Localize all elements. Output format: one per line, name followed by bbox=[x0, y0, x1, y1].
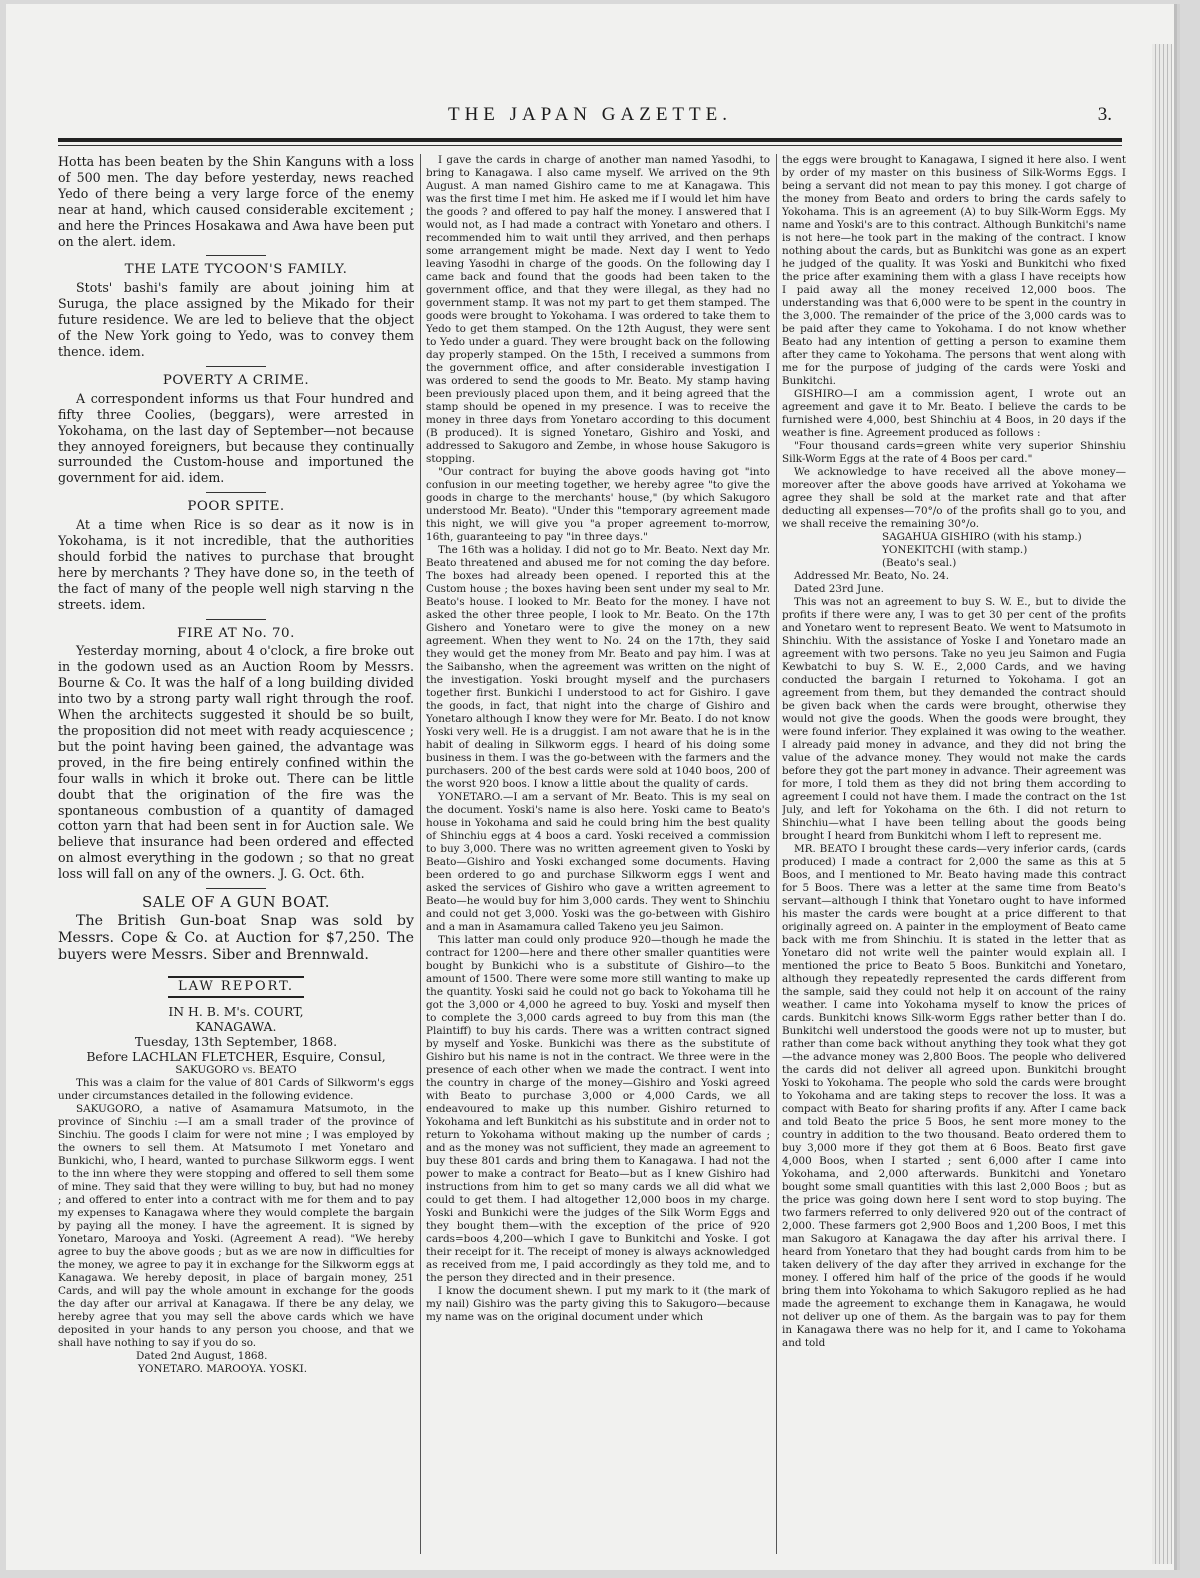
sakugoro-testimony: SAKUGORO, a native of Asamamura Matsumoto, in the province of Sinchiu :—I am a small trader of the province of Sinchiu. The goods I claim for were not mine ; I was employed by the owners to sell them. At Matsumoto I met Yonetaro and Bunkichi, who, I heard, wanted to purchase Silkworm eggs. I went to the inn where they were stopping and offered to sell them some of mine. They said that they were willing to buy, but had no money ; and offered to enter into a contract with me for them and to pay my expenses to Kanagawa where they would complete the bargain by paying all the money. I have the agreement. It is signed by Yonetaro, Marooya and Yoski. (Agreement A read). "We hereby agree to buy the above goods ; but as we are now in difficulties for the money, we agree to pay it in exchange for the Silkworm eggs at Kanagawa. We hereby deposit, in place of bargain money, 251 Cards, and will pay the whole amount in exchange for the goods the day after our arrival at Kanagawa. If there be any delay, we hereby agree that you may sell the above cards which we have deposited in your hands to any person you choose, and that we shall have nothing to say if you do so. bbox=[58, 1102, 414, 1349]
article-intro: Hotta has been beaten by the Shin Kanguns with a loss of 500 men. The day before yesterday, news reached Yedo of there being a very large force of the enemy near at hand, which caused considerable excitement ; and here the Princes Hosakawa and Awa have been put on the alert. idem. bbox=[58, 154, 414, 249]
addressed-line: Addressed Mr. Beato, No. 24. bbox=[794, 570, 950, 582]
column-separator bbox=[420, 154, 421, 1554]
court-place: KANAGAWA. bbox=[195, 1018, 277, 1034]
article-spite: At a time when Rice is so dear as it now is in Yokohama, is it not incredible, that the authorities should forbid the natives to purchase that brought here by merchants ? They have done so, in the teeth of the fact of many of the people well nigh starving n the streets. idem. bbox=[58, 517, 414, 612]
headline-tycoon: THE LATE TYCOON'S FAMILY. bbox=[124, 262, 348, 278]
page-edge-stack bbox=[1152, 44, 1172, 1564]
signers-line: YONETARO. MAROOYA. YOSKI. bbox=[138, 1362, 308, 1375]
testimony-paragraph: This latter man could only produce 920—though he made the contract for 1200—here and there other smaller quantities were bought by Bunkichi who is a substitute of Gishiro—to the amount of 1500. There were some more still wanting to make up the quantity. Yoski said he could not go back to Yokohama till he got the 3,000 or 4,000 he agreed to buy. Yoski and myself then to complete the 3,000 cards agreed to buy from this man (the Plaintiff) to buy his cards. There was a written contract signed by myself and Yoske. Bunkichi was there as the substitute of Gishiro but his name is not in the contract. We three were in the presence of each other when we made the contract. I went into the country in charge of the money—Gishiro and Yoski agreed with Beato to purchase 3,000 or 4,000 Cards, we all endeavoured to make up this number. Gishiro returned to Yokohama and left Bunkitchi as his substitute and in order not to return to Yokohama without making up the number of cards ; and as the money was not sufficient, they made an agreement to buy these 801 cards and bring them to Kanagawa. I had not the power to make a contract for Beato—but as I knew Gishiro had instructions from him to get so many cards we all did what we could to get them. I had altogether 12,000 boos in my charge. Yoski and Bunkichi were the judges of the Silk Worm Eggs and they bought them—with the exception of the price of 920 cards=boos 4,200—which I gave to Bunkitchi and Yoske. I got their receipt for it. The receipt of money is always acknowledged as received from me, I paid accordingly as they told me, and to the person they directed and in their presence. bbox=[426, 934, 770, 1284]
testimony-paragraph: YONETARO.—I am a servant of Mr. Beato. This is my seal on the document. Yoski's name is also here. Yoski came to Beato's house in Yokohama and said he could bring him the best quality of Shinchiu eggs at 4 boos a card. Yoski received a commission to buy 3,000. There was no written agreement given to Yoski by Beato—Gishiro and Yoski exchanged some documents. Having been ordered to go and purchase Silkworm eggs I went and asked the services of Gishiro who gave a written agreement to Beato—he would buy for him 3,000 cards. They went to Shinchiu and could not get 3,000. Yoski was the go-between with Gishiro and a man in Asamamura called Takeno yeu jeu Saimon. bbox=[426, 791, 770, 933]
column-2 bbox=[426, 154, 770, 1554]
court-name: IN H. B. M's. COURT, bbox=[168, 1003, 304, 1019]
testimony-paragraph: the eggs were brought to Kanagawa, I signed it here also. I went by order of my master on this business of Silk-Worms Eggs. I being a servant did not mean to pay this money. I got charge of the money from Beato and orders to bring the cards safely to Yokohama. This is an agreement (A) to buy Silk-Worm Eggs. My name and Yoski's are to this contract. Although Bunkitchi's name is not here—he took part in the making of the contract. I know nothing about the cards, but as Bunkitchi was gone as an expert he judged of the quality. It was Yoski and Bunkitchi who fixed the price after examining them with a glass I have receipts how I paid away all the money received 12,000 boos. The understanding was that 6,000 were to be spent in the country in the 3,000. The remainder of the price of the 3,000 cards was to be paid after they came to Yokohama. I do not know whether Beato had any intention of getting a person to examine them after they came to Yokohama. The persons that went along with me for the purpose of judging of the cards were Yoski and Bunkitchi. bbox=[782, 154, 1126, 387]
signature-line: SAGAHUA GISHIRO (with his stamp.) bbox=[882, 531, 1082, 543]
divider bbox=[206, 492, 266, 493]
court-date: Tuesday, 13th September, 1868. bbox=[134, 1033, 338, 1049]
divider bbox=[206, 888, 266, 889]
testimony-paragraph: "Our contract for buying the above goods having got "into confusion in our meeting together, we hereby agree "to give the goods in charge to the merchants' house," (by which Sakugoro understood Mr. Beato). "Under this "temporary agreement made this night, we will give you "a proper agreement to-morrow, 16th, guaranteeing to pay "in three days." bbox=[426, 466, 770, 543]
header-rule-thin bbox=[58, 145, 1122, 146]
headline-poverty: POVERTY A CRIME. bbox=[162, 372, 310, 388]
article-poverty: A correspondent informs us that Four hundred and fifty three Coolies, (beggars), were arrested in Yokohama, on the last day of September—not because they annoyed foreigners, but because they continually surrounded the Custom-house and importuned the government for aid. idem. bbox=[58, 390, 414, 486]
testimony-paragraph: MR. BEATO I brought these cards—very inferior cards, (cards produced) I made a contract for 2,000 the same as this at 5 Boos, and I mentioned to Mr. Beato having made this contract for 5 Boos. There was a letter at the same time from Beato's servant—although I think that Yonetaro ought to have informed his master the cards were bought at a price different to that originally agreed on. A painter in the employment of Beato came back with me from Shinchiu. It is stated in the letter that as Yonetaro did not write well the painter would explain all. I mentioned the price to Beato 5 Boos. Bunkitchi and Yonetaro, although they repeatedly represented the cards different from the sample, said they could not help it on account of the rainy weather. I came into Yokohama myself to know the prices of cards. Bunkitchi knows Silk-worm Eggs rather better than I do. Bunkitchi well understood the goods were not up to muster, but rather than come back without anything they took what they got—the advance money was 2,800 Boos. The people who delivered the cards did not deliver all agreed upon. Bunkitchi brought Yoski to Yokohama. The people who sold the cards were brought to Yokohama and are taking steps to recover the loss. It was a compact with Beato for sharing profits if any. After I came back and told Beato the price 5 Boos, he sent more money to the country in addition to the two thousand. Beato ordered them to buy 3,000 more if they got them at 6 Boos. Beato first gave 4,000 Boos, when I started ; sent 6,000 after I came into Yokohama, and 2,000 afterwards. Bunkitchi and Yonetaro bought some small quantities with this last 2,000 Boos ; but as the price was going down here I sent word to stop buying. The two farmers referred to only delivered 920 out of the contract of 2,000. These farmers got 2,900 Boos and 1,200 Boos, I met this man Sakugoro at Kanagawa the day after his arrival there. I heard from Yonetaro that they had bought cards from him to be taken delivery of the day after they arrived in exchange for the money. I offered him half of the price of the goods if he would bring them into Yokohama to which Sakugoro replied as he had made the agreement to exchange them in Kanagawa, he would not deliver up one of them. As the bargain was to pay for them in Kanagawa there was no help for it, and I came to Yokohama and told bbox=[782, 843, 1126, 1349]
header-rule bbox=[58, 138, 1122, 142]
divider bbox=[206, 366, 266, 367]
testimony-paragraph: I know the document shewn. I put my mark to it (the mark of my nail) Gishiro was the party giving this to Sakugoro—because my name was on the original document under which bbox=[426, 1285, 770, 1323]
headline-fire: FIRE AT No. 70. bbox=[177, 625, 295, 641]
signature-line: (Beato's seal.) bbox=[882, 557, 957, 569]
article-fire: Yesterday morning, about 4 o'clock, a fire broke out in the godown used as an Auction Room by Messrs. Bourne & Co. It was the half of a long building divided into two by a strong party wall right through the roof. When the architects suggested it should be so built, the proposition did not meet with ready acquiescence ; but the point having been gained, the advantage was proved, in the fire being entirely confined within the four walls in which it broke out. There can be little doubt that the origination of the fire was the spontaneous combustion of a quantity of damaged cotton yarn that had been sent in for Auction sale. We believe that insurance had been ordered and effected on almost everything in the godown ; so that no great loss will fall on any of the owners. J. G. Oct. 6th. bbox=[58, 643, 414, 882]
page-number: 3. bbox=[1097, 104, 1112, 125]
column-1 bbox=[58, 154, 414, 1554]
headline-spite: POOR SPITE. bbox=[187, 499, 285, 515]
testimony-paragraph: The 16th was a holiday. I did not go to Mr. Beato. Next day Mr. Beato threatened and abused me for not coming the day before. The boxes had already been opened. I reported this at the Custom house ; the boxes having been sent under my seal to Mr. Beato's house. I looked to Mr. Beato for the money. I have not asked the other three people, I look to Mr. Beato. On the 17th Gishero and Yonetaro were to give the money on a new agreement. When they went to No. 24 on the 17th, they said they would get the money from Mr. Beato and pay him. I was at the Saibansho, when the agreement was written on the night of the investigation. Yoski brought myself and the purchasers together first. Bunkichi I understood to act for Gishiro. I gave the goods, in fact, that night into the charge of Gishiro and Yonetaro although I know they were for Mr. Beato. I do not know Yoski very well. He is a druggist. I am not aware that he is in the habit of dealing in Silkworm eggs. I heard of his doing some business in them. I was the go-between with the farmers and the purchasers. 200 of the best cards were sold at 1040 boos, 200 of the worst 920 boos. I know a little about the quality of cards. bbox=[426, 544, 770, 790]
dated-line: Dated 23rd June. bbox=[794, 583, 884, 595]
court-before: Before LACHLAN FLETCHER, Esquire, Consul, bbox=[86, 1048, 386, 1064]
case-title: SAKUGORO vs. BEATO bbox=[175, 1063, 297, 1076]
headline-gunboat: SALE OF A GUN BOAT. bbox=[141, 893, 331, 912]
masthead-title: THE JAPAN GAZETTE. bbox=[447, 104, 733, 125]
divider bbox=[206, 619, 266, 620]
testimony-paragraph: I gave the cards in charge of another man named Yasodhi, to bring to Kanagawa. I also came myself. We arrived on the 9th August. A man named Gishiro came to me at Kanagawa. This was the first time I met him. He asked me if I would let him have the goods ? and offered to pay half the money. I answered that I would not, as I had made a contract with Yonetaro and others. I recommended him to wait until they arrived, and then perhaps some arrangement might be made. Next day I went to Yedo leaving Yasodhi in charge of the goods. On the following day I came back and found that the goods had been taken to the government office, and that they were illegal, as they had no government stamp. It was not my part to get them stamped. The goods were brought to Yokohama. I was ordered to take them to Yedo to get them stamped. On the 12th August, they were sent to Yedo under a guard. They were brought back on the following day properly stamped. On the 15th, I received a summons from the government office, and after considerable investigation I was ordered to send the goods to Mr. Beato. My stamp having been previously placed upon them, and it being agreed that the stamp should be opened in my presence. I was to receive the money in three days from Yonetaro according to this document (B produced). It is signed Yonetaro, Gishiro and Yoski, and addressed to Sakugoro and Zembe, in whose house Sakugoro is stopping. bbox=[426, 154, 770, 465]
article-gunboat: The British Gun-boat Snap was sold by Messrs. Cope & Co. at Auction for $7,250. The buyers were Messrs. Siber and Brennwald. bbox=[58, 912, 414, 963]
testimony-paragraph: We acknowledge to have received all the above money—moreover after the above goods have arrived at Yokohama we agree they shall be sold at the market rate and that after deducting all expenses—70°/o of the profits shall go to you, and we shall receive the remaining 30°/o. bbox=[782, 466, 1126, 530]
column-3 bbox=[782, 154, 1126, 1554]
claim-paragraph: This was a claim for the value of 801 Cards of Silkworm's eggs under circumstances detailed in the following evidence. bbox=[58, 1076, 414, 1102]
divider bbox=[206, 255, 266, 256]
testimony-paragraph: GISHIRO—I am a commission agent, I wrote out an agreement and gave it to Mr. Beato. I believe the cards to be furnished were 4,000, best Shinchiu at 4 Boos, in 20 days if the weather is fine. Agreement produced as follows : bbox=[782, 388, 1126, 439]
signature-line: YONEKITCHI (with stamp.) bbox=[882, 544, 1028, 556]
column-separator bbox=[776, 154, 777, 1554]
article-tycoon: Stots' bashi's family are about joining him at Suruga, the place assigned by the Mikado for their future residence. We are led to believe that the object of the New York going to Yedo, was to convey them thence. idem. bbox=[58, 280, 414, 359]
agreement-quote: "Four thousand cards=green white very superior Shinshiu Silk-Worm Eggs at the rate of 4 Boos per card." bbox=[782, 440, 1126, 465]
law-report-title: LAW REPORT. bbox=[168, 976, 304, 998]
testimony-paragraph: This was not an agreement to buy S. W. E., but to divide the profits if there were any, I was to get 30 per cent of the profits and Yonetaro went to represent Beato. We went to Matsumoto in Shinchiu. With the assistance of Yoske I and Yonetaro made an agreement with two persons. Take no yeu jeu Saimon and Fugia Kewbatchi to buy S. W. E., 2,000 Cards, and we having conducted the bargain I returned to Yokohama. I got an agreement from them, but they demanded the contract should be given back when the cards were brought, otherwise they would not give the goods. When the goods were brought, they were found inferior. They explained it was owing to the weather. I already paid money in advance, and they did not bring the value of the advance money. They would not make the cards before they got the part money in advance. Their agreement was for more, I told them as they did not bring them according to agreement I could not have them. I made the contract on the 1st July, and left for Yokohama on the 6th. I did not return to Shinchiu—what I have been telling about the goods being brought I heard from Bunkitchi whom I left to represent me. bbox=[782, 596, 1126, 842]
law-report-banner bbox=[58, 976, 414, 998]
newspaper-page bbox=[6, 4, 1174, 1570]
dated-line: Dated 2nd August, 1868. bbox=[136, 1349, 268, 1362]
